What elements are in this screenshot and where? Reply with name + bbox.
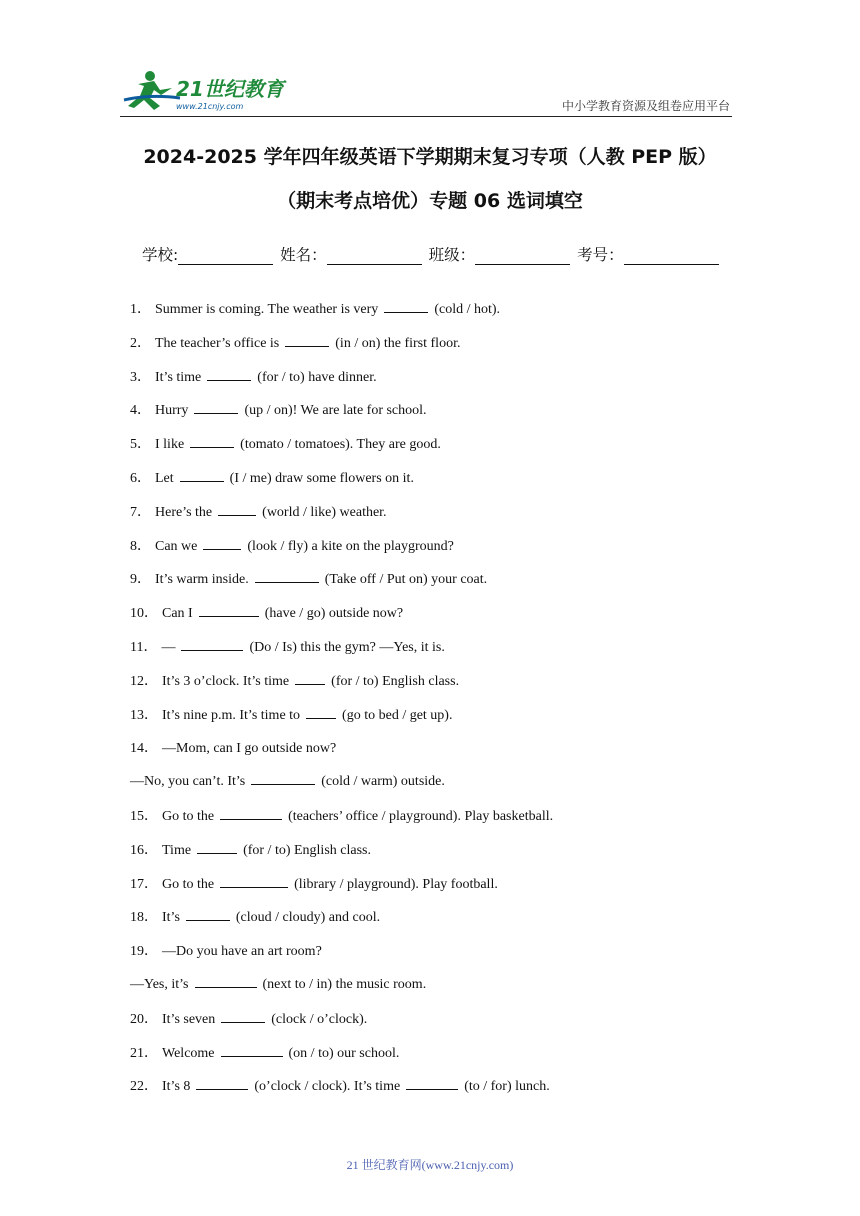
question-text: (tomato / tomatoes). They are good.	[240, 437, 441, 453]
question-number: 18．	[130, 910, 158, 926]
question-line	[130, 433, 441, 453]
question-text: (up / on)! We are late for school.	[244, 403, 427, 419]
question-line	[130, 535, 454, 555]
question-text: (for / to) English class.	[331, 673, 460, 689]
logo-text: 21世纪教育	[176, 77, 284, 101]
question-text: (Take off / Put on) your coat.	[324, 572, 488, 588]
answer-blank[interactable]	[196, 1076, 248, 1090]
answer-blank[interactable]	[195, 974, 257, 988]
question-text: —Mom, can I go outside now?	[162, 741, 337, 757]
question-number: 10．	[130, 606, 158, 622]
question-number: 4．	[130, 403, 151, 419]
page-title: 2024-2025 学年四年级英语下学期期末复习专项（人教 PEP 版）	[143, 146, 717, 168]
question-text: It’s time	[155, 369, 202, 385]
question-line	[130, 737, 336, 757]
question-number: 9．	[130, 572, 151, 588]
question-text: (on / to) our school.	[288, 1045, 400, 1061]
class-blank[interactable]	[475, 248, 570, 265]
question-text: It’s nine p.m. It’s time to	[162, 707, 301, 723]
answer-blank[interactable]	[199, 603, 259, 617]
school-blank[interactable]	[178, 248, 273, 265]
question-line	[130, 602, 403, 622]
page-subtitle: （期末考点培优）专题 06 选词填空	[277, 190, 583, 212]
question-line	[130, 670, 459, 690]
question-number: 11．	[130, 640, 158, 655]
header-divider	[120, 116, 732, 117]
question-text: (go to bed / get up).	[342, 707, 453, 723]
question-text: (cold / hot).	[434, 302, 501, 317]
question-text: (in / on) the first floor.	[335, 335, 461, 351]
question-text: (I / me) draw some flowers on it.	[229, 471, 414, 486]
question-text: I like	[155, 437, 185, 453]
question-line	[130, 399, 427, 419]
answer-blank[interactable]	[180, 468, 224, 482]
question-line	[130, 974, 426, 993]
question-number: 5．	[130, 437, 151, 453]
question-number: 22．	[130, 1079, 158, 1095]
question-text: (for / to) English class.	[243, 842, 371, 858]
question-line	[130, 940, 322, 960]
answer-blank[interactable]	[207, 367, 251, 381]
question-number: 7．	[130, 504, 151, 520]
question-number: 21．	[130, 1045, 158, 1061]
question-text: Hurry	[155, 403, 189, 419]
question-text: Time	[162, 842, 192, 858]
answer-blank[interactable]	[197, 840, 237, 854]
question-text: —	[161, 640, 176, 655]
answer-blank[interactable]	[220, 806, 282, 820]
question-text: —Do you have an art room?	[162, 944, 322, 960]
platform-label: 中小学教育资源及组卷应用平台	[561, 99, 730, 113]
question-line	[130, 805, 553, 825]
question-line	[130, 568, 487, 588]
question-number: 16．	[130, 842, 158, 858]
answer-blank[interactable]	[295, 671, 325, 685]
number-label: 考号：	[577, 246, 624, 264]
question-line	[130, 1008, 367, 1028]
question-text: The teacher’s office is	[155, 335, 280, 351]
question-text: Go to the	[162, 876, 215, 892]
question-line	[130, 501, 387, 521]
answer-blank[interactable]	[251, 771, 315, 785]
question-text: Let	[155, 471, 174, 486]
question-text: Welcome	[162, 1045, 215, 1061]
question-text: (to / for) lunch.	[464, 1079, 550, 1095]
question-text: Here’s the	[155, 504, 213, 520]
question-text: (next to / in) the music room.	[262, 977, 427, 992]
question-number: 19．	[130, 944, 158, 960]
question-text: (teachers’ office / playground). Play basketball.	[288, 809, 554, 824]
answer-blank[interactable]	[255, 569, 319, 583]
question-line	[130, 704, 452, 724]
question-text: It’s 8	[162, 1079, 191, 1095]
question-text: (have / go) outside now?	[264, 606, 404, 622]
question-number: 3．	[130, 369, 151, 385]
answer-blank[interactable]	[406, 1076, 458, 1090]
answer-blank[interactable]	[218, 502, 256, 516]
question-text: Summer is coming. The weather is very	[155, 302, 379, 317]
question-number: 2．	[130, 335, 151, 351]
question-number: 15．	[130, 809, 158, 824]
question-text: Go to the	[162, 809, 215, 824]
question-line	[130, 332, 460, 352]
question-line	[130, 771, 445, 790]
answer-blank[interactable]	[306, 705, 336, 719]
answer-blank[interactable]	[181, 637, 243, 651]
question-line	[130, 366, 377, 386]
question-text: Can we	[155, 538, 198, 554]
question-text: (cloud / cloudy) and cool.	[235, 910, 381, 926]
question-line	[130, 839, 371, 859]
student-info-fields	[142, 243, 721, 265]
logo-url: www.21cnjy.com	[176, 102, 244, 111]
answer-blank[interactable]	[220, 874, 288, 888]
answer-blank[interactable]	[221, 1043, 283, 1057]
question-text: It’s seven	[162, 1011, 216, 1027]
question-line	[130, 467, 414, 487]
question-line	[130, 298, 500, 318]
answer-blank[interactable]	[221, 1009, 265, 1023]
question-text: It’s	[162, 910, 180, 926]
question-text: Can I	[162, 606, 193, 622]
question-line	[130, 906, 380, 926]
answer-blank[interactable]	[194, 400, 238, 414]
question-text: (world / like) weather.	[262, 504, 387, 520]
answer-blank[interactable]	[186, 907, 230, 921]
question-line	[130, 1075, 550, 1095]
question-text: It’s 3 o’clock. It’s time	[162, 673, 290, 689]
question-number: 1．	[130, 302, 151, 317]
question-text: It’s warm inside.	[155, 572, 249, 588]
school-label: 学校:	[142, 246, 179, 264]
answer-blank[interactable]	[190, 434, 234, 448]
question-line	[130, 1042, 399, 1062]
site-logo	[120, 68, 290, 116]
name-blank[interactable]	[327, 248, 422, 265]
name-label: 姓名：	[280, 246, 327, 264]
question-number: 13．	[130, 707, 158, 723]
question-text: (cold / warm) outside.	[321, 774, 445, 790]
answer-blank[interactable]	[384, 299, 428, 313]
question-line	[130, 873, 498, 893]
question-number: 17．	[130, 876, 158, 892]
question-number: 8．	[130, 538, 151, 554]
question-number: 14．	[130, 741, 158, 757]
page-footer: 21 世纪教育网(www.21cnjy.com)	[346, 1158, 514, 1172]
question-text: (clock / o’clock).	[271, 1011, 368, 1027]
number-blank[interactable]	[624, 248, 719, 265]
question-text: —No, you can’t. It’s	[130, 774, 246, 790]
class-label: 班级：	[428, 246, 476, 264]
answer-blank[interactable]	[203, 536, 241, 550]
question-text: (look / fly) a kite on the playground?	[247, 538, 454, 554]
question-number: 12．	[130, 673, 158, 689]
question-text: —Yes, it’s	[130, 977, 189, 992]
question-number: 20．	[130, 1011, 158, 1027]
question-number: 6．	[130, 471, 151, 486]
question-text: (Do / Is) this the gym? —Yes, it is.	[249, 640, 445, 655]
page-header	[0, 0, 860, 120]
question-text: (for / to) have dinner.	[257, 369, 377, 385]
question-text: (library / playground). Play football.	[294, 876, 498, 892]
question-line	[130, 636, 445, 656]
question-text: (o’clock / clock). It’s time	[254, 1079, 401, 1095]
answer-blank[interactable]	[285, 333, 329, 347]
